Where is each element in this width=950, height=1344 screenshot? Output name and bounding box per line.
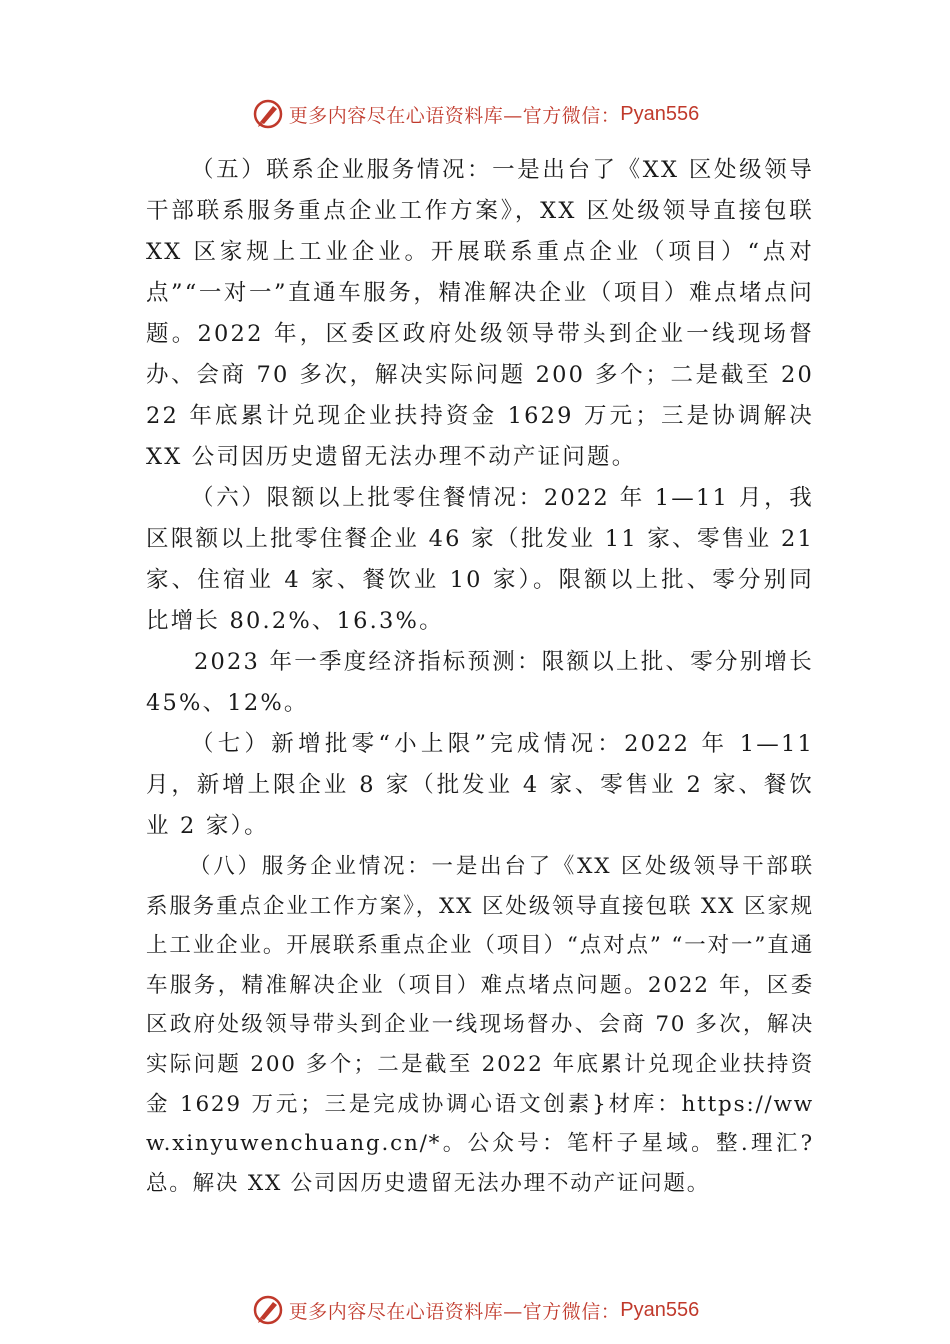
paragraph-forecast: 2023 年一季度经济指标预测：限额以上批、零分别增长 45%、12%。 — [146, 649, 814, 716]
banner-text: 更多内容尽在心语资料库—官方微信： — [288, 104, 621, 127]
footer-banner — [0, 1290, 950, 1330]
pen-circle-logo-icon — [251, 1293, 285, 1327]
header-banner — [0, 94, 950, 134]
banner-wechat-id: Pyan556 — [620, 1298, 700, 1321]
paragraph-enterprise-service: （五）联系企业服务情况：一是出台了《XX 区处级领导干部联系服务重点企业工作方案》，XX 区处级领导直接包联 XX 区家规上工业企业。开展联系重点企业（项目）“点对点”“一对一”直通车服务，精准解决企业（项目）难点堵点问题。2022 年，区委区政府处级领导带头到企业一线现场督办、会商 70 多次，解决实际问题 200 多个；二是截至 2022 年底累计兑现企业扶持资金 1629 万元；三是协调解决 XX 公司因历史遗留无法办理不动产证问题。 — [146, 157, 814, 470]
document-body — [146, 150, 814, 1203]
banner-text: 更多内容尽在心语资料库—官方微信： — [288, 1300, 621, 1323]
pen-circle-logo-icon — [251, 97, 285, 131]
paragraph-new-enterprises: （七）新增批零“小上限”完成情况：2022 年 1—11 月，新增上限企业 8 家（批发业 4 家、零售业 2 家、餐饮业 2 家）。 — [146, 731, 814, 839]
paragraph-service-enterprises: （八）服务企业情况：一是出台了《XX 区处级领导干部联系服务重点企业工作方案》，XX 区处级领导直接包联 XX 区家规上工业企业。开展联系重点企业（项目）“点对点” “一对一”直通车服务，精准解决企业（项目）难点堵点问题。2022 年，区委区政府处级领导带头到企业一线现场督办、会商 70 多次，解决实际问题 200 多个；二是截至 2022 年底累计兑现企业扶持资金 1629 万元；三是完成协调心语文创素}材库：https://www.xinyuwenchuang.cn/*。公众号：笔杆子星域。整.理汇?总。解决 XX 公司因历史遗留无法办理不动产证问题。 — [146, 854, 814, 1196]
banner-wechat-id: Pyan556 — [620, 102, 700, 125]
paragraph-wholesale-retail: （六）限额以上批零住餐情况：2022 年 1—11 月，我区限额以上批零住餐企业 46 家（批发业 11 家、零售业 21 家、住宿业 4 家、餐饮业 10 家）。限额以上批、零分别同比增长 80.2%、16.3%。 — [146, 485, 814, 634]
